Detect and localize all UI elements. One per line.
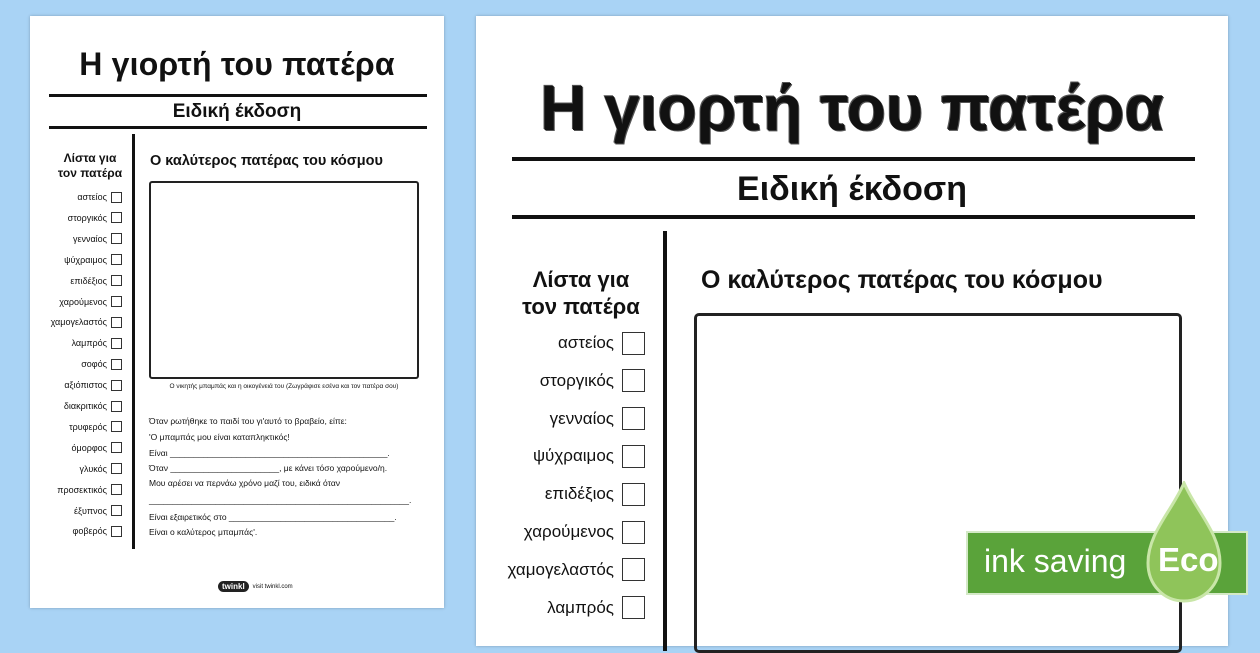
checklist-item: [80, 462, 122, 476]
worksheet-title: Η γιορτή του πατέρα: [540, 72, 1164, 144]
checklist-item-label: ψύχραιμος: [64, 254, 107, 265]
checklist-item-label: αστείος: [77, 192, 107, 202]
eco-label: Eco: [1158, 541, 1219, 578]
checklist-item: [524, 520, 645, 544]
divider: [512, 215, 1195, 219]
footer: [218, 581, 293, 592]
checkbox[interactable]: [622, 521, 645, 544]
checklist-item-label: τρυφερός: [69, 421, 107, 432]
worksheet-title: Η γιορτή του πατέρα: [79, 46, 395, 82]
drawing-frame: [694, 313, 1182, 653]
checklist-item-label: σοφός: [81, 359, 107, 370]
checkbox[interactable]: [111, 421, 122, 432]
checklist-item-label: φοβερός: [72, 526, 107, 537]
checkbox[interactable]: [622, 483, 645, 506]
checkbox[interactable]: [622, 596, 645, 619]
checkbox[interactable]: [111, 359, 122, 370]
checklist-item: [540, 369, 645, 393]
checklist-item-label: όμορφος: [71, 442, 107, 453]
checkbox[interactable]: [111, 254, 122, 265]
checklist-item-label: χαρούμενος: [59, 296, 107, 307]
checklist-item: [69, 420, 122, 434]
paragraph-line: Είναι ______________________________________________.: [149, 448, 390, 458]
checklist-item: [81, 357, 122, 371]
checklist-item: [507, 558, 645, 582]
worksheet-thumbnail: [30, 16, 444, 608]
checklist-heading: [506, 266, 656, 320]
checkbox[interactable]: [111, 338, 122, 349]
paragraph-line: _______________________________________________________.: [149, 495, 412, 505]
checkbox[interactable]: [111, 233, 122, 244]
picture-heading: Ο καλύτερος πατέρας του κόσμου: [701, 266, 1103, 294]
column-divider: [132, 134, 135, 549]
checkbox[interactable]: [111, 380, 122, 391]
checklist-item-label: λαμπρός: [547, 597, 614, 617]
checkbox[interactable]: [622, 369, 645, 392]
divider: [49, 126, 427, 129]
checklist-item: [73, 232, 122, 246]
checklist-item: [547, 596, 645, 620]
checklist-heading: [50, 151, 130, 181]
checklist-item: [57, 483, 122, 497]
checkbox[interactable]: [111, 275, 122, 286]
checklist-item-label: αστείος: [557, 333, 614, 352]
picture-heading: Ο καλύτερος πατέρας του κόσμου: [150, 153, 383, 169]
worksheet-subtitle: Ειδική έκδοση: [737, 170, 967, 208]
worksheet-subtitle: Ειδική έκδοση: [172, 101, 302, 122]
checklist-item: [64, 378, 122, 392]
checklist-item: [59, 295, 122, 309]
checklist-item: [51, 315, 122, 329]
checklist-item-label: γλυκός: [79, 463, 107, 474]
checkbox[interactable]: [622, 558, 645, 581]
checklist-item: [72, 441, 123, 455]
checklist-item: [64, 253, 122, 267]
checklist-item-label: προσεκτικός: [57, 484, 107, 495]
checkbox[interactable]: [622, 407, 645, 430]
paragraph-line: Όταν ρωτήθηκε το παιδί του γι'αυτό το βραβείο, είπε:: [149, 416, 347, 426]
checklist-item-label: λαμπρός: [71, 338, 107, 349]
checklist-item: [72, 336, 122, 350]
checklist-item: [73, 524, 123, 538]
checklist-heading-line: τον πατέρα: [522, 294, 640, 319]
paragraph-line: Μου αρέσει να περνάω χρόνο μαζί του, ειδικά όταν: [149, 478, 341, 488]
paragraph-line: Είναι εξαιρετικός στο ___________________________________.: [149, 512, 397, 522]
checkbox[interactable]: [111, 192, 122, 203]
checklist-item: [533, 444, 645, 468]
checkbox[interactable]: [622, 445, 645, 468]
checklist-item: [64, 399, 122, 413]
checkbox[interactable]: [111, 463, 122, 474]
checkbox[interactable]: [111, 296, 122, 307]
drawing-frame: [149, 181, 419, 379]
eco-badge: [966, 529, 1248, 599]
checklist-item-label: γενναίος: [549, 408, 614, 428]
checklist-item-label: επιδέξιος: [70, 275, 107, 286]
checklist-item-label: στοργικός: [539, 370, 614, 390]
checklist-item-label: ψύχραιμος: [532, 446, 614, 466]
checkbox[interactable]: [111, 526, 122, 537]
column-divider: [663, 231, 667, 651]
checklist-item-label: έξυπνος: [73, 505, 107, 516]
checklist-item-label: χαρούμενος: [523, 522, 614, 541]
checklist-item-label: επιδέξιος: [544, 484, 614, 504]
checkbox[interactable]: [111, 212, 122, 223]
checklist-item: [70, 274, 122, 288]
divider: [49, 94, 427, 97]
checkbox[interactable]: [622, 332, 645, 355]
drawing-caption: Ο νικητής μπαμπάς και η οικογένειά του (Ζωγράφισε εσένα και τον πατέρα σου): [169, 383, 399, 390]
checklist-item: [77, 190, 122, 204]
checkbox[interactable]: [111, 317, 122, 328]
checklist-item-label: χαμογελαστός: [507, 559, 614, 579]
paragraph-line: Είναι ο καλύτερος μπαμπάς'.: [149, 527, 258, 537]
checklist-item: [550, 407, 645, 431]
checklist-heading-line: Λίστα για: [532, 267, 630, 292]
paragraph-line: Όταν _______________________, με κάνει τόσο χαρούμενο/η.: [149, 463, 388, 473]
paragraph-line: 'Ο μπαμπάς μου είναι καταπληκτικός!: [149, 432, 290, 442]
checklist-item-label: στοργικός: [67, 212, 107, 223]
twinkl-logo: twinkl: [218, 581, 249, 592]
checklist-item-label: διακριτικός: [63, 401, 107, 411]
checklist-item-label: αξιόπιστος: [64, 380, 107, 391]
checkbox[interactable]: [111, 401, 122, 412]
checklist-item: [558, 331, 645, 355]
ink-saving-label: ink saving: [984, 543, 1127, 579]
checkbox[interactable]: [111, 484, 122, 495]
checklist-item: [545, 482, 645, 506]
footer-url: visit twinkl.com: [252, 583, 293, 590]
checklist-heading-line: τον πατέρα: [57, 166, 123, 180]
checklist-item-label: γενναίος: [72, 233, 107, 244]
checklist-item: [74, 504, 122, 518]
checklist-item: [68, 211, 122, 225]
checklist-item-label: χαμογελαστός: [50, 317, 107, 328]
checkbox[interactable]: [111, 442, 122, 453]
divider: [512, 157, 1195, 161]
checkbox[interactable]: [111, 505, 122, 516]
checklist-heading-line: Λίστα για: [63, 151, 117, 165]
